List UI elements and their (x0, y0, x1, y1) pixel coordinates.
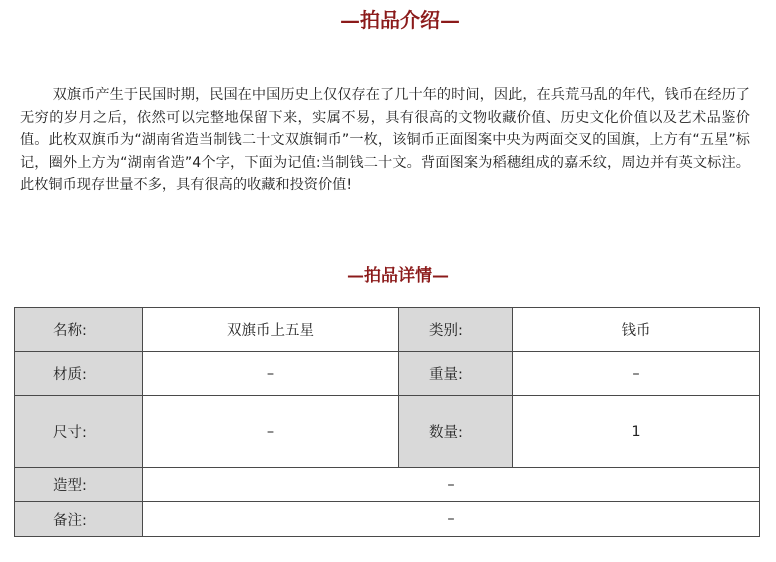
table-row-material (15, 352, 760, 396)
table-row-size (15, 396, 760, 468)
note-label: 备注: (15, 502, 143, 537)
intro-paragraph: 双旗币产生于民国时期，民国在中国历史上仅仅存在了几十年的时间，因此，在兵荒马乱的年代，钱币在经历了无穷的岁月之后，依然可以完整地保留下来，实属不易，具有很高的文物收藏价值、历史文化价值以及艺术品鉴价值。此枚双旗币为“湖南省造当制钱二十文双旗铜币”一枚，该铜币正面图案中央为两面交叉的国旗，上方有“五星”标记，圈外上方为“湖南省造”4个字，下面为记值:当制钱二十文。背面图案为稻穗组成的嘉禾纹，周边并有英文标注。此枚铜币现存世量不多，具有很高的收藏和投资价值! (20, 87, 750, 193)
category-label: 类别: (399, 308, 513, 352)
quantity-label: 数量: (399, 396, 513, 468)
material-value: – (143, 352, 399, 396)
note-value: – (143, 502, 760, 537)
shape-value: – (143, 468, 760, 502)
quantity-value: 1 (513, 396, 760, 468)
material-label: 材质: (15, 352, 143, 396)
name-label: 名称: (15, 308, 143, 352)
weight-label: 重量: (399, 352, 513, 396)
table-row-name (15, 308, 760, 352)
name-value: 双旗币上五星 (143, 308, 399, 352)
weight-value: – (513, 352, 760, 396)
size-label: 尺寸: (15, 396, 143, 468)
intro-section-title: —拍品介绍— (340, 8, 460, 32)
table-row-note (15, 502, 760, 537)
size-value: – (143, 396, 399, 468)
lot-detail-table (14, 307, 760, 537)
shape-label: 造型: (15, 468, 143, 502)
table-row-shape (15, 468, 760, 502)
category-value: 钱币 (513, 308, 760, 352)
detail-section-title: —拍品详情— (347, 266, 449, 286)
